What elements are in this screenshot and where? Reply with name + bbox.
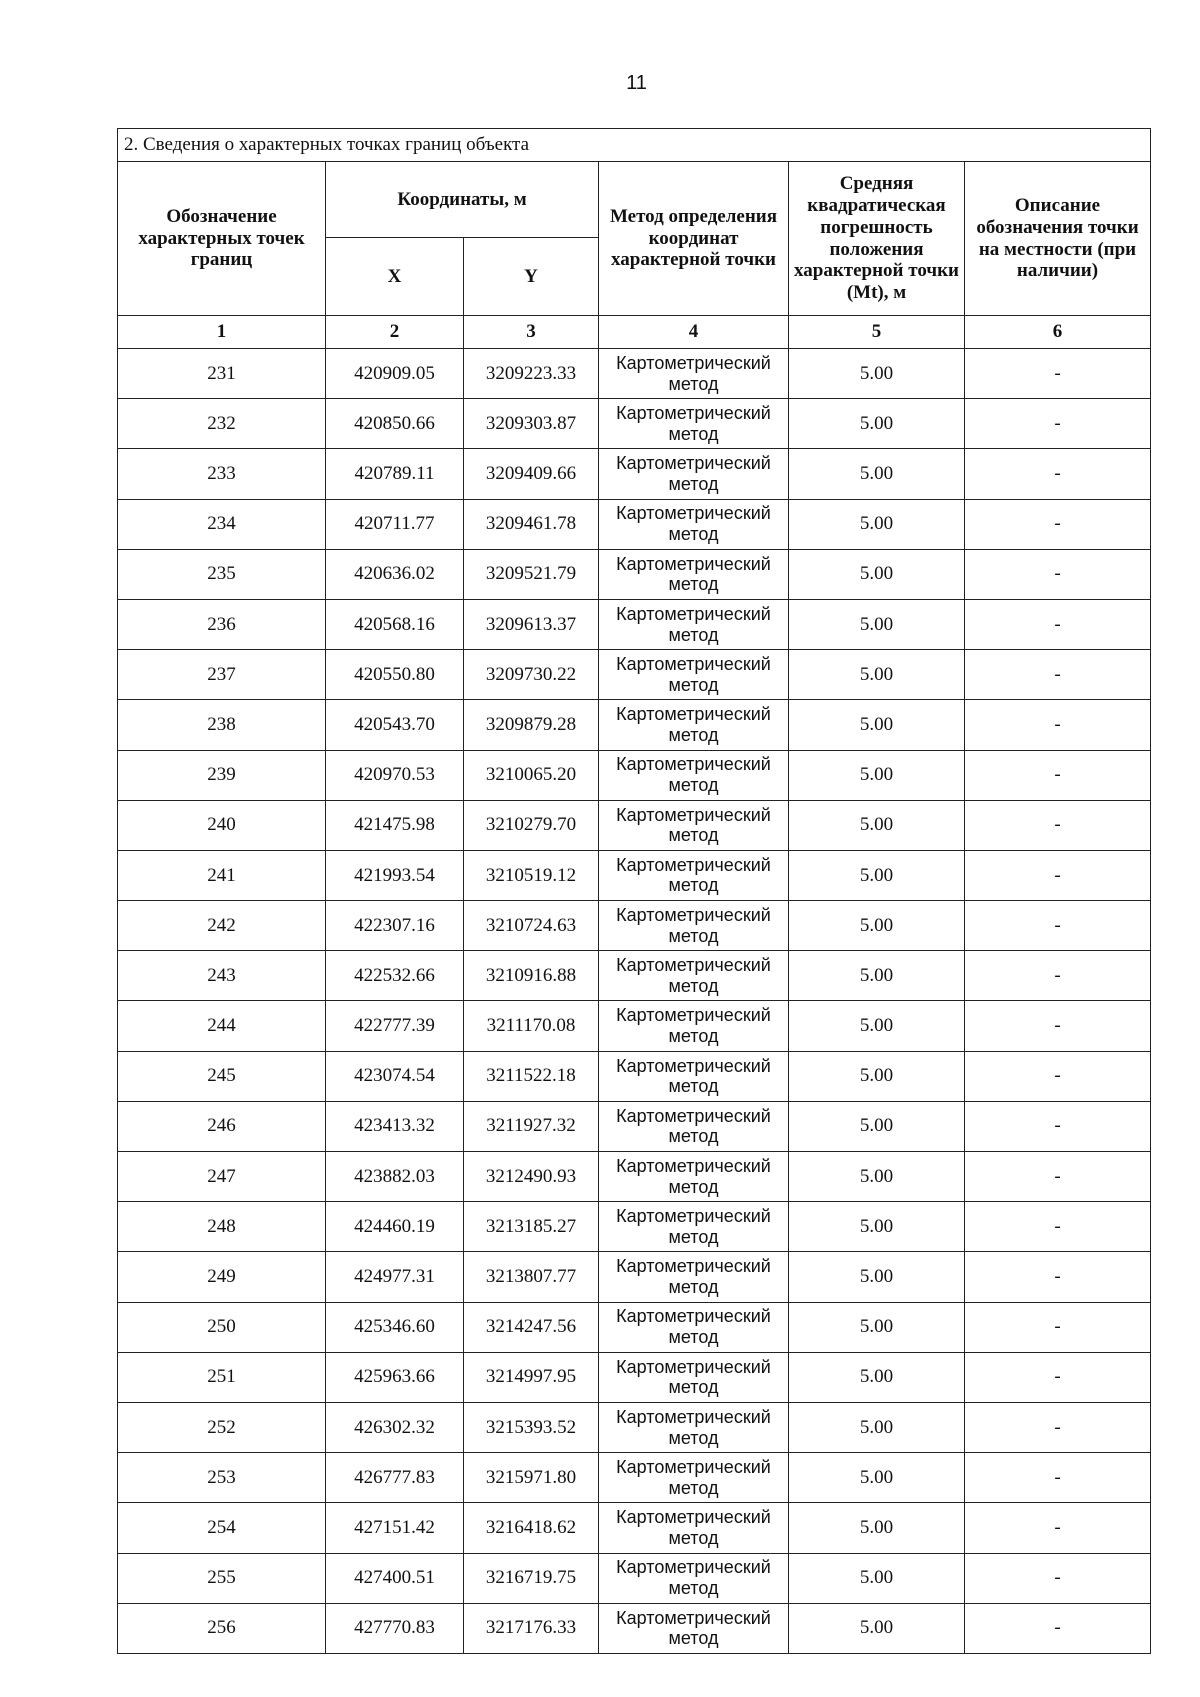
cell-method: Картометрический метод xyxy=(599,850,789,900)
cell-point: 245 xyxy=(118,1051,326,1101)
cell-error: 5.00 xyxy=(789,1051,965,1101)
cell-error: 5.00 xyxy=(789,1001,965,1051)
cell-method: Картометрический метод xyxy=(599,1453,789,1503)
cell-error: 5.00 xyxy=(789,1302,965,1352)
cell-description: - xyxy=(965,850,1151,900)
header-coordinates: Координаты, м xyxy=(326,162,599,238)
cell-x: 425346.60 xyxy=(326,1302,464,1352)
cell-y: 3211522.18 xyxy=(464,1051,599,1101)
column-number: 6 xyxy=(965,316,1151,349)
table-row xyxy=(118,599,1151,649)
cell-description: - xyxy=(965,599,1151,649)
cell-error: 5.00 xyxy=(789,951,965,1001)
cell-error: 5.00 xyxy=(789,1453,965,1503)
cell-error: 5.00 xyxy=(789,700,965,750)
cell-x: 422532.66 xyxy=(326,951,464,1001)
cell-error: 5.00 xyxy=(789,1603,965,1653)
cell-x: 421475.98 xyxy=(326,800,464,850)
cell-y: 3209613.37 xyxy=(464,599,599,649)
cell-point: 233 xyxy=(118,449,326,499)
table-row xyxy=(118,1152,1151,1202)
column-numbers-row xyxy=(118,316,1151,349)
cell-y: 3210519.12 xyxy=(464,850,599,900)
cell-method: Картометрический метод xyxy=(599,1352,789,1402)
cell-error: 5.00 xyxy=(789,1402,965,1452)
cell-y: 3211927.32 xyxy=(464,1101,599,1151)
cell-point: 240 xyxy=(118,800,326,850)
cell-x: 427770.83 xyxy=(326,1603,464,1653)
cell-y: 3215971.80 xyxy=(464,1453,599,1503)
cell-error: 5.00 xyxy=(789,1352,965,1402)
cell-x: 427400.51 xyxy=(326,1553,464,1603)
cell-x: 420636.02 xyxy=(326,549,464,599)
cell-error: 5.00 xyxy=(789,1503,965,1553)
table-row xyxy=(118,1001,1151,1051)
cell-method: Картометрический метод xyxy=(599,951,789,1001)
cell-point: 239 xyxy=(118,750,326,800)
table-row xyxy=(118,399,1151,449)
header-method: Метод определения координат характерной точки xyxy=(599,162,789,316)
cell-x: 420909.05 xyxy=(326,349,464,399)
cell-method: Картометрический метод xyxy=(599,1001,789,1051)
cell-y: 3209730.22 xyxy=(464,650,599,700)
table-row xyxy=(118,549,1151,599)
cell-description: - xyxy=(965,1352,1151,1402)
cell-error: 5.00 xyxy=(789,650,965,700)
header-x: X xyxy=(326,238,464,316)
table-row xyxy=(118,1503,1151,1553)
cell-x: 426302.32 xyxy=(326,1402,464,1452)
cell-description: - xyxy=(965,1101,1151,1151)
cell-method: Картометрический метод xyxy=(599,399,789,449)
cell-y: 3209521.79 xyxy=(464,549,599,599)
header-description: Описание обозначения точки на местности (при наличии) xyxy=(965,162,1151,316)
boundary-points-table xyxy=(117,128,1151,1654)
cell-description: - xyxy=(965,449,1151,499)
table-row xyxy=(118,1603,1151,1653)
cell-point: 231 xyxy=(118,349,326,399)
cell-x: 422307.16 xyxy=(326,901,464,951)
cell-x: 420550.80 xyxy=(326,650,464,700)
table-row xyxy=(118,499,1151,549)
cell-point: 243 xyxy=(118,951,326,1001)
cell-method: Картометрический метод xyxy=(599,901,789,951)
cell-point: 234 xyxy=(118,499,326,549)
cell-y: 3213807.77 xyxy=(464,1252,599,1302)
cell-method: Картометрический метод xyxy=(599,449,789,499)
cell-method: Картометрический метод xyxy=(599,1402,789,1452)
cell-y: 3216719.75 xyxy=(464,1553,599,1603)
cell-x: 427151.42 xyxy=(326,1503,464,1553)
cell-x: 423074.54 xyxy=(326,1051,464,1101)
cell-y: 3211170.08 xyxy=(464,1001,599,1051)
cell-y: 3214997.95 xyxy=(464,1352,599,1402)
cell-x: 424977.31 xyxy=(326,1252,464,1302)
table-row xyxy=(118,1051,1151,1101)
cell-description: - xyxy=(965,1553,1151,1603)
cell-method: Картометрический метод xyxy=(599,349,789,399)
cell-x: 421993.54 xyxy=(326,850,464,900)
cell-error: 5.00 xyxy=(789,499,965,549)
cell-point: 237 xyxy=(118,650,326,700)
cell-y: 3209303.87 xyxy=(464,399,599,449)
table-row xyxy=(118,1402,1151,1452)
header-error: Средняя квадратическая погрешность положения характерной точки (Mt), м xyxy=(789,162,965,316)
cell-method: Картометрический метод xyxy=(599,1553,789,1603)
cell-y: 3216418.62 xyxy=(464,1503,599,1553)
table-row xyxy=(118,1352,1151,1402)
cell-error: 5.00 xyxy=(789,750,965,800)
page-number: 11 xyxy=(626,72,647,94)
cell-description: - xyxy=(965,399,1151,449)
cell-y: 3210279.70 xyxy=(464,800,599,850)
cell-method: Картометрический метод xyxy=(599,599,789,649)
cell-y: 3209461.78 xyxy=(464,499,599,549)
cell-description: - xyxy=(965,1453,1151,1503)
cell-error: 5.00 xyxy=(789,1152,965,1202)
cell-method: Картометрический метод xyxy=(599,1603,789,1653)
cell-method: Картометрический метод xyxy=(599,549,789,599)
cell-x: 423413.32 xyxy=(326,1101,464,1151)
cell-description: - xyxy=(965,1001,1151,1051)
cell-y: 3213185.27 xyxy=(464,1202,599,1252)
cell-method: Картометрический метод xyxy=(599,1101,789,1151)
cell-method: Картометрический метод xyxy=(599,650,789,700)
column-number: 2 xyxy=(326,316,464,349)
cell-point: 244 xyxy=(118,1001,326,1051)
header-point: Обозначение характерных точек границ xyxy=(118,162,326,316)
cell-method: Картометрический метод xyxy=(599,1202,789,1252)
cell-point: 242 xyxy=(118,901,326,951)
table-caption: 2. Сведения о характерных точках границ объекта xyxy=(118,129,1151,162)
table-row xyxy=(118,750,1151,800)
table-row xyxy=(118,850,1151,900)
cell-description: - xyxy=(965,1051,1151,1101)
table-row xyxy=(118,449,1151,499)
cell-point: 255 xyxy=(118,1553,326,1603)
cell-method: Картометрический метод xyxy=(599,1051,789,1101)
column-number: 1 xyxy=(118,316,326,349)
cell-x: 420711.77 xyxy=(326,499,464,549)
cell-method: Картометрический метод xyxy=(599,800,789,850)
cell-point: 249 xyxy=(118,1252,326,1302)
cell-point: 238 xyxy=(118,700,326,750)
cell-x: 422777.39 xyxy=(326,1001,464,1051)
table-row xyxy=(118,650,1151,700)
cell-error: 5.00 xyxy=(789,599,965,649)
column-number: 4 xyxy=(599,316,789,349)
cell-error: 5.00 xyxy=(789,1101,965,1151)
cell-point: 232 xyxy=(118,399,326,449)
cell-error: 5.00 xyxy=(789,349,965,399)
cell-description: - xyxy=(965,650,1151,700)
cell-description: - xyxy=(965,1152,1151,1202)
cell-method: Картометрический метод xyxy=(599,700,789,750)
cell-x: 420543.70 xyxy=(326,700,464,750)
cell-description: - xyxy=(965,1252,1151,1302)
table-row xyxy=(118,1553,1151,1603)
table-row xyxy=(118,901,1151,951)
header-y: Y xyxy=(464,238,599,316)
table-row xyxy=(118,1252,1151,1302)
cell-y: 3212490.93 xyxy=(464,1152,599,1202)
cell-point: 247 xyxy=(118,1152,326,1202)
cell-error: 5.00 xyxy=(789,1553,965,1603)
cell-method: Картометрический метод xyxy=(599,499,789,549)
cell-x: 424460.19 xyxy=(326,1202,464,1252)
cell-error: 5.00 xyxy=(789,449,965,499)
cell-description: - xyxy=(965,499,1151,549)
cell-description: - xyxy=(965,951,1151,1001)
cell-x: 426777.83 xyxy=(326,1453,464,1503)
cell-description: - xyxy=(965,1202,1151,1252)
cell-description: - xyxy=(965,1503,1151,1553)
cell-y: 3214247.56 xyxy=(464,1302,599,1352)
cell-error: 5.00 xyxy=(789,800,965,850)
cell-method: Картометрический метод xyxy=(599,1252,789,1302)
cell-x: 420850.66 xyxy=(326,399,464,449)
table-row xyxy=(118,1453,1151,1503)
cell-y: 3209879.28 xyxy=(464,700,599,750)
cell-description: - xyxy=(965,901,1151,951)
cell-description: - xyxy=(965,700,1151,750)
cell-y: 3209409.66 xyxy=(464,449,599,499)
table-row xyxy=(118,1101,1151,1151)
cell-point: 235 xyxy=(118,549,326,599)
cell-method: Картометрический метод xyxy=(599,1302,789,1352)
cell-point: 251 xyxy=(118,1352,326,1402)
cell-description: - xyxy=(965,750,1151,800)
cell-y: 3210724.63 xyxy=(464,901,599,951)
cell-x: 423882.03 xyxy=(326,1152,464,1202)
cell-y: 3215393.52 xyxy=(464,1402,599,1452)
cell-error: 5.00 xyxy=(789,901,965,951)
cell-method: Картометрический метод xyxy=(599,1503,789,1553)
table-row xyxy=(118,349,1151,399)
table-body xyxy=(118,349,1151,1654)
table-row xyxy=(118,800,1151,850)
cell-y: 3210916.88 xyxy=(464,951,599,1001)
cell-y: 3210065.20 xyxy=(464,750,599,800)
column-number: 3 xyxy=(464,316,599,349)
cell-method: Картометрический метод xyxy=(599,750,789,800)
table-row xyxy=(118,951,1151,1001)
cell-point: 241 xyxy=(118,850,326,900)
cell-error: 5.00 xyxy=(789,549,965,599)
cell-error: 5.00 xyxy=(789,850,965,900)
cell-x: 425963.66 xyxy=(326,1352,464,1402)
cell-description: - xyxy=(965,549,1151,599)
cell-description: - xyxy=(965,1402,1151,1452)
column-number: 5 xyxy=(789,316,965,349)
cell-error: 5.00 xyxy=(789,1252,965,1302)
table-row xyxy=(118,1302,1151,1352)
cell-x: 420789.11 xyxy=(326,449,464,499)
cell-point: 248 xyxy=(118,1202,326,1252)
cell-point: 236 xyxy=(118,599,326,649)
cell-point: 256 xyxy=(118,1603,326,1653)
cell-description: - xyxy=(965,800,1151,850)
cell-point: 254 xyxy=(118,1503,326,1553)
table-row xyxy=(118,1202,1151,1252)
cell-point: 253 xyxy=(118,1453,326,1503)
cell-x: 420970.53 xyxy=(326,750,464,800)
cell-point: 246 xyxy=(118,1101,326,1151)
cell-point: 252 xyxy=(118,1402,326,1452)
cell-error: 5.00 xyxy=(789,399,965,449)
cell-y: 3209223.33 xyxy=(464,349,599,399)
table-row xyxy=(118,700,1151,750)
cell-description: - xyxy=(965,1302,1151,1352)
cell-description: - xyxy=(965,349,1151,399)
cell-point: 250 xyxy=(118,1302,326,1352)
cell-error: 5.00 xyxy=(789,1202,965,1252)
cell-x: 420568.16 xyxy=(326,599,464,649)
cell-y: 3217176.33 xyxy=(464,1603,599,1653)
cell-description: - xyxy=(965,1603,1151,1653)
cell-method: Картометрический метод xyxy=(599,1152,789,1202)
